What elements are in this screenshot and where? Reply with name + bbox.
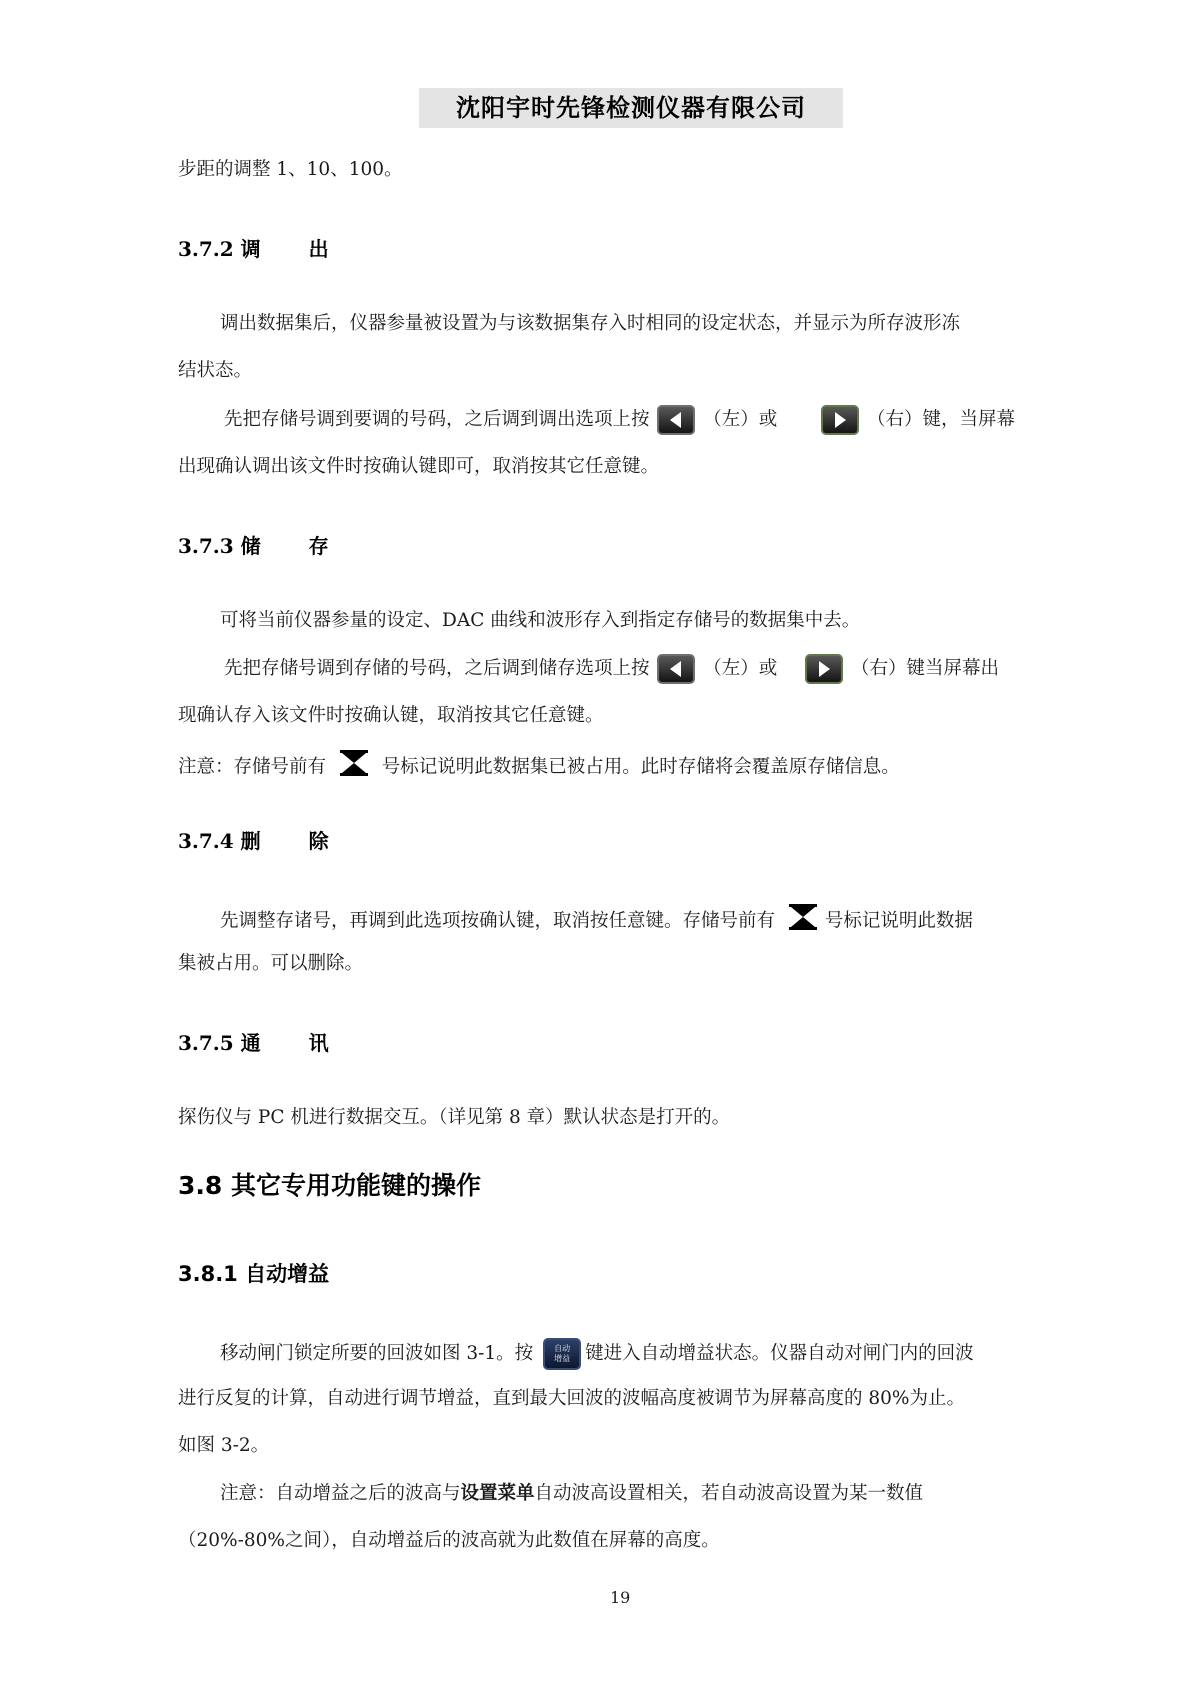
heading-char-b: 出 (308, 237, 329, 261)
note (220, 1480, 923, 1508)
heading-char-a: 删 (240, 829, 261, 853)
right-arrow-key-icon (821, 405, 859, 435)
text-run: 自动波高设置相关，若自动波高设置为某一数值 (534, 1483, 924, 1504)
heading-char-a: 通 (240, 1031, 261, 1055)
section-3-7-4-heading (178, 826, 329, 856)
note (178, 749, 900, 786)
paragraph: 进行反复的计算，自动进行调节增益，直到最大回波的波幅高度被调节为屏幕高度的 80%为止。 (178, 1388, 966, 1409)
paragraph: 如图 3-2。 (178, 1435, 270, 1456)
emphasis-settings-menu: 设置菜单 (460, 1483, 535, 1504)
paragraph (220, 903, 973, 940)
text-run: 键进入自动增益状态。仪器自动对闸门内的回波 (585, 1343, 974, 1364)
step-adjust-text: 步距的调整 1、10、100。 (178, 159, 403, 180)
text-run: （右）键当屏幕出 (850, 658, 999, 679)
text-run: （左）或 (703, 409, 778, 430)
section-number: 3.7.4 (178, 829, 234, 853)
section-3-8-heading: 3.8 其它专用功能键的操作 (178, 1171, 481, 1200)
section-3-7-2-heading (178, 234, 329, 264)
right-arrow-key-icon (805, 654, 843, 684)
text-run: 号标记说明此数据集已被占用。此时存储将会覆盖原存储信息。 (381, 756, 900, 778)
occupied-marker-icon (338, 749, 370, 786)
paragraph: 出现确认调出该文件时按确认键即可，取消按其它任意键。 (178, 456, 660, 477)
heading-char-a: 调 (240, 237, 261, 261)
text-run: （左）或 (703, 658, 778, 679)
text-run: 号标记说明此数据 (824, 910, 973, 932)
paragraph: 集被占用。可以删除。 (178, 953, 364, 974)
section-number: 3.7.3 (178, 534, 234, 558)
heading-char-b: 讯 (308, 1031, 329, 1055)
paragraph: 调出数据集后，仪器参量被设置为与该数据集存入时相同的设定状态，并显示为所存波形冻 (220, 313, 961, 334)
paragraph: 结状态。 (178, 360, 253, 381)
left-arrow-key-icon (657, 405, 695, 435)
section-3-7-5-heading (178, 1028, 329, 1058)
paragraph: 可将当前仪器参量的设定、DAC 曲线和波形存入到指定存储号的数据集中去。 (220, 610, 861, 631)
text-run: （右）键，当屏幕 (866, 409, 1015, 430)
section-3-8-1-heading: 3.8.1 自动增益 (178, 1262, 330, 1286)
paragraph: （20%-80%之间），自动增益后的波高就为此数值在屏幕的高度。 (178, 1530, 720, 1551)
heading-char-a: 储 (240, 534, 261, 558)
paragraph (224, 405, 1015, 435)
paragraph: 探伤仪与 PC 机进行数据交互。（详见第 8 章）默认状态是打开的。 (178, 1107, 731, 1128)
section-3-7-3-heading (178, 531, 329, 561)
heading-char-b: 除 (308, 829, 329, 853)
auto-gain-key-icon (543, 1338, 581, 1370)
page-number: 19 (610, 1588, 631, 1607)
text-run: 移动闸门锁定所要的回波如图 3-1。按 (220, 1343, 534, 1364)
text-run: 注意：自动增益之后的波高与 (220, 1483, 461, 1504)
text-run: 先把存储号调到存储的号码，之后调到储存选项上按 (224, 658, 650, 679)
text-run: 先把存储号调到要调的号码，之后调到调出选项上按 (224, 409, 650, 430)
text-run: 先调整存诸号，再调到此选项按确认键，取消按任意键。存储号前有 (220, 910, 776, 932)
text-run: 注意：存储号前有 (178, 756, 327, 778)
paragraph (224, 654, 999, 684)
paragraph (220, 1338, 974, 1370)
heading-char-b: 存 (308, 534, 329, 558)
occupied-marker-icon (787, 903, 819, 940)
section-number: 3.7.5 (178, 1031, 234, 1055)
section-number: 3.7.2 (178, 237, 234, 261)
company-header: 沈阳宇时先锋检测仪器有限公司 (419, 88, 843, 128)
key-label: 自动 (554, 1344, 571, 1353)
key-label: 增益 (554, 1354, 571, 1363)
left-arrow-key-icon (657, 654, 695, 684)
paragraph: 现确认存入该文件时按确认键，取消按其它任意键。 (178, 705, 604, 726)
